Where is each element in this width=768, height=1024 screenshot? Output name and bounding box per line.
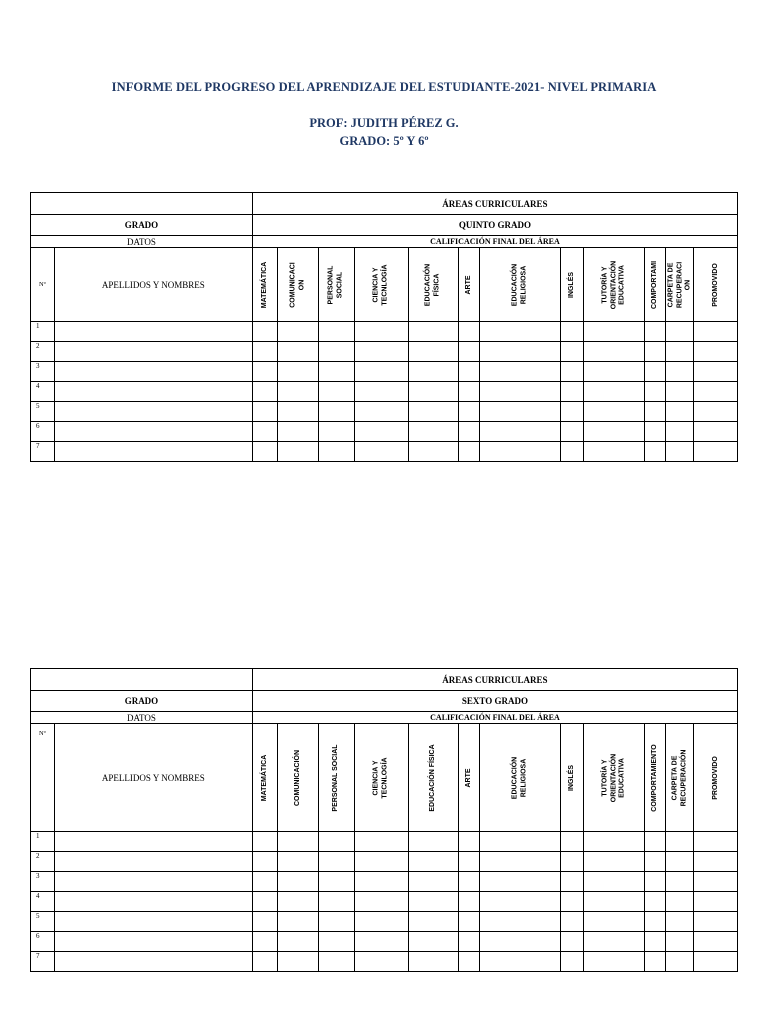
grade-cell[interactable] <box>666 852 694 872</box>
subject-header-label: CIENCIA Y TECNLOGÍA <box>372 263 389 306</box>
table-row <box>31 322 738 342</box>
grade-cell[interactable] <box>666 402 694 422</box>
grade-cell[interactable] <box>318 912 354 932</box>
subject-header <box>644 248 666 322</box>
grade-cell[interactable] <box>354 442 408 462</box>
grade-cell[interactable] <box>644 362 666 382</box>
grade-cell[interactable] <box>584 422 645 442</box>
grade-cell[interactable] <box>458 932 480 952</box>
grade-cell[interactable] <box>584 382 645 402</box>
grade-cell[interactable] <box>458 852 480 872</box>
grade-cell[interactable] <box>694 912 738 932</box>
grade-cell[interactable] <box>666 872 694 892</box>
grade-cell[interactable] <box>694 892 738 912</box>
subject-header <box>458 724 480 832</box>
student-name-cell[interactable] <box>54 322 252 342</box>
grade-cell[interactable] <box>644 402 666 422</box>
grade-cell[interactable] <box>458 402 480 422</box>
grade-cell[interactable] <box>561 402 584 422</box>
grade-cell[interactable] <box>480 382 561 402</box>
grade-cell[interactable] <box>584 402 645 422</box>
grade-cell[interactable] <box>584 852 645 872</box>
grade-cell[interactable] <box>277 382 318 402</box>
student-name-cell[interactable] <box>54 832 252 852</box>
grade-cell[interactable] <box>318 402 354 422</box>
grade-cell[interactable] <box>694 932 738 952</box>
subject-header-label: CIENCIA Y TECNLOGÍA <box>372 756 389 799</box>
number-column-header: Nº <box>31 248 55 322</box>
grade-cell[interactable] <box>584 952 645 972</box>
subject-header-label: EDUCACIÓN FÍSICA <box>424 263 441 306</box>
grade-cell[interactable] <box>252 362 277 382</box>
subject-header <box>408 724 458 832</box>
grade-cell[interactable] <box>318 422 354 442</box>
subject-header <box>666 248 694 322</box>
grade-cell[interactable] <box>666 912 694 932</box>
subject-header <box>277 248 318 322</box>
grade-cell[interactable] <box>480 852 561 872</box>
grade-cell[interactable] <box>277 892 318 912</box>
grade-cell[interactable] <box>408 932 458 952</box>
student-name-cell[interactable] <box>54 442 252 462</box>
grade-cell[interactable] <box>277 912 318 932</box>
subject-header-label: ARTE <box>464 274 472 295</box>
row-number: 3 <box>31 362 55 382</box>
blank-corner-cell <box>31 193 253 215</box>
subject-header <box>354 248 408 322</box>
teacher-name: PROF: JUDITH PÉREZ G. <box>309 116 459 130</box>
grade-cell[interactable] <box>318 892 354 912</box>
grade-cell[interactable] <box>458 952 480 972</box>
grade-cell[interactable] <box>666 832 694 852</box>
grade-cell[interactable] <box>480 952 561 972</box>
table-row <box>31 892 738 912</box>
grade-cell[interactable] <box>252 322 277 342</box>
grade-cell[interactable] <box>354 322 408 342</box>
grade-cell[interactable] <box>408 832 458 852</box>
grade-cell[interactable] <box>408 912 458 932</box>
subject-header <box>561 724 584 832</box>
grade-cell[interactable] <box>644 852 666 872</box>
grade-cell[interactable] <box>694 442 738 462</box>
grade-cell[interactable] <box>408 892 458 912</box>
grade-cell[interactable] <box>252 852 277 872</box>
grade-cell[interactable] <box>458 382 480 402</box>
grade-cell[interactable] <box>252 952 277 972</box>
grade-cell[interactable] <box>277 952 318 972</box>
subject-header-label: EDUCACIÓN FÍSICA <box>428 743 436 812</box>
grade-cell[interactable] <box>408 852 458 872</box>
row-number: 6 <box>31 932 55 952</box>
grade-cell[interactable] <box>584 342 645 362</box>
grade-cell[interactable] <box>458 872 480 892</box>
grade-cell[interactable] <box>408 422 458 442</box>
subject-header <box>480 248 561 322</box>
grade-cell[interactable] <box>666 442 694 462</box>
grade-cell[interactable] <box>561 382 584 402</box>
grade-cell[interactable] <box>561 422 584 442</box>
grade-cell[interactable] <box>480 442 561 462</box>
table-row <box>31 422 738 442</box>
grade-cell[interactable] <box>644 872 666 892</box>
subject-header-label: ARTE <box>464 767 472 788</box>
grade-cell[interactable] <box>666 342 694 362</box>
grade-cell[interactable] <box>644 932 666 952</box>
grade-cell[interactable] <box>584 932 645 952</box>
grade-cell[interactable] <box>561 342 584 362</box>
subject-header-label: PROMOVIDO <box>711 755 719 800</box>
areas-curriculares-header: ÁREAS CURRICULARES <box>252 193 737 215</box>
grado-label: GRADO <box>31 691 253 712</box>
grado-value: SEXTO GRADO <box>252 691 737 712</box>
grade-cell[interactable] <box>694 382 738 402</box>
grade-cell[interactable] <box>252 342 277 362</box>
grade-cell[interactable] <box>694 322 738 342</box>
student-name-cell[interactable] <box>54 892 252 912</box>
subject-header <box>694 248 738 322</box>
grade-cell[interactable] <box>694 422 738 442</box>
names-column-header: APELLIDOS Y NOMBRES <box>54 724 252 832</box>
student-name-cell[interactable] <box>54 382 252 402</box>
grade-cell[interactable] <box>354 912 408 932</box>
subject-header <box>252 724 277 832</box>
subject-header-label: EDUCACIÓN RELIGIOSA <box>511 263 528 306</box>
grade-cell[interactable] <box>354 872 408 892</box>
grade-cell[interactable] <box>666 932 694 952</box>
grade-cell[interactable] <box>666 382 694 402</box>
grade-cell[interactable] <box>561 442 584 462</box>
grade-cell[interactable] <box>644 832 666 852</box>
grade-cell[interactable] <box>694 872 738 892</box>
student-name-cell[interactable] <box>54 402 252 422</box>
subject-header-label: INGLÉS <box>567 271 575 298</box>
number-column-header: Nº <box>31 724 55 832</box>
grade-cell[interactable] <box>666 422 694 442</box>
grade-table-sexto <box>30 668 738 972</box>
grade-cell[interactable] <box>561 362 584 382</box>
grade-cell[interactable] <box>354 402 408 422</box>
subject-header <box>318 724 354 832</box>
grade-cell[interactable] <box>252 422 277 442</box>
grade-cell[interactable] <box>561 832 584 852</box>
subject-header <box>694 724 738 832</box>
blank-corner-cell <box>31 669 253 691</box>
subject-header <box>584 724 645 832</box>
grade-cell[interactable] <box>277 442 318 462</box>
row-number: 1 <box>31 322 55 342</box>
grade-cell[interactable] <box>318 932 354 952</box>
grade-cell[interactable] <box>408 362 458 382</box>
grade-cell[interactable] <box>318 852 354 872</box>
grade-cell[interactable] <box>644 442 666 462</box>
subject-header-label: PERSONAL SOCIAL <box>327 265 344 304</box>
student-name-cell[interactable] <box>54 342 252 362</box>
grade-cell[interactable] <box>318 382 354 402</box>
subject-header-label: COMPORTAMI <box>650 260 658 309</box>
grade-cell[interactable] <box>277 872 318 892</box>
subject-header-label: CARPETA DE RECUPERACI ON <box>667 261 692 308</box>
row-number: 4 <box>31 382 55 402</box>
grade-table-quinto <box>30 192 738 462</box>
table-row <box>31 932 738 952</box>
student-name-cell[interactable] <box>54 852 252 872</box>
grade-cell[interactable] <box>277 362 318 382</box>
table-row <box>31 852 738 872</box>
grade-cell[interactable] <box>644 892 666 912</box>
student-name-cell[interactable] <box>54 952 252 972</box>
row-number: 1 <box>31 832 55 852</box>
grade-cell[interactable] <box>480 422 561 442</box>
areas-curriculares-header: ÁREAS CURRICULARES <box>252 669 737 691</box>
subject-header-label: TUTORÍA Y ORIENTACIÓN EDUCATIVA <box>601 753 626 802</box>
grade-cell[interactable] <box>277 932 318 952</box>
calificacion-final-header: CALIFICACIÓN FINAL DEL ÁREA <box>252 236 737 248</box>
subject-header-label: CARPETA DE RECUPERACIÓN <box>671 749 687 806</box>
grade-cell[interactable] <box>480 322 561 342</box>
grade-cell[interactable] <box>277 342 318 362</box>
grade-cell[interactable] <box>480 932 561 952</box>
grade-cell[interactable] <box>480 912 561 932</box>
row-number: 2 <box>31 342 55 362</box>
grade-cell[interactable] <box>480 342 561 362</box>
subject-header-label: MATEMÁTICA <box>260 754 268 801</box>
subject-header <box>318 248 354 322</box>
grade-cell[interactable] <box>354 362 408 382</box>
grade-cell[interactable] <box>354 382 408 402</box>
grade-cell[interactable] <box>480 872 561 892</box>
row-number: 4 <box>31 892 55 912</box>
grade-cell[interactable] <box>252 912 277 932</box>
grade-cell[interactable] <box>354 342 408 362</box>
grade-cell[interactable] <box>408 382 458 402</box>
subject-header <box>458 248 480 322</box>
grade-cell[interactable] <box>318 322 354 342</box>
row-number: 6 <box>31 422 55 442</box>
subject-header <box>277 724 318 832</box>
table-row <box>31 832 738 852</box>
grade-cell[interactable] <box>252 932 277 952</box>
student-name-cell[interactable] <box>54 872 252 892</box>
names-column-header: APELLIDOS Y NOMBRES <box>54 248 252 322</box>
subject-header <box>252 248 277 322</box>
datos-label: DATOS <box>31 712 253 724</box>
grade-cell[interactable] <box>318 872 354 892</box>
grade-cell[interactable] <box>354 852 408 872</box>
grade-cell[interactable] <box>644 912 666 932</box>
row-number: 3 <box>31 872 55 892</box>
grade-cell[interactable] <box>408 872 458 892</box>
grade-cell[interactable] <box>561 932 584 952</box>
grade-cell[interactable] <box>644 342 666 362</box>
grade-cell[interactable] <box>458 342 480 362</box>
grade-line: GRADO: 5º Y 6º <box>339 134 429 148</box>
grade-cell[interactable] <box>458 362 480 382</box>
grade-cell[interactable] <box>666 892 694 912</box>
grade-cell[interactable] <box>408 342 458 362</box>
grade-cell[interactable] <box>694 342 738 362</box>
subject-header-label: COMUNICACIÓN <box>293 749 301 806</box>
table-row <box>31 382 738 402</box>
grade-cell[interactable] <box>277 852 318 872</box>
grade-cell[interactable] <box>644 952 666 972</box>
grade-cell[interactable] <box>277 402 318 422</box>
grade-cell[interactable] <box>694 852 738 872</box>
subject-header-label: PROMOVIDO <box>711 262 719 307</box>
grade-cell[interactable] <box>458 422 480 442</box>
grade-cell[interactable] <box>277 422 318 442</box>
student-name-cell[interactable] <box>54 422 252 442</box>
grade-cell[interactable] <box>277 832 318 852</box>
row-number: 5 <box>31 402 55 422</box>
grade-cell[interactable] <box>354 892 408 912</box>
grade-cell[interactable] <box>584 872 645 892</box>
grade-cell[interactable] <box>252 872 277 892</box>
grade-cell[interactable] <box>408 952 458 972</box>
grade-cell[interactable] <box>318 362 354 382</box>
datos-label: DATOS <box>31 236 253 248</box>
grade-cell[interactable] <box>252 382 277 402</box>
grade-cell[interactable] <box>480 892 561 912</box>
grade-cell[interactable] <box>252 832 277 852</box>
grade-cell[interactable] <box>408 322 458 342</box>
grade-cell[interactable] <box>561 912 584 932</box>
grade-cell[interactable] <box>458 892 480 912</box>
grade-cell[interactable] <box>354 832 408 852</box>
table-row <box>31 912 738 932</box>
subject-header-label: INGLÉS <box>567 764 575 791</box>
subject-header-label: PERSONAL SOCIAL <box>332 743 340 812</box>
grade-cell[interactable] <box>644 382 666 402</box>
report-title: INFORME DEL PROGRESO DEL APRENDIZAJE DEL ESTUDIANTE-2021- NIVEL PRIMARIA <box>111 80 657 94</box>
grado-label: GRADO <box>31 215 253 236</box>
grade-cell[interactable] <box>252 442 277 462</box>
grade-cell[interactable] <box>694 402 738 422</box>
grade-cell[interactable] <box>252 892 277 912</box>
grade-cell[interactable] <box>584 322 645 342</box>
subject-header <box>354 724 408 832</box>
student-name-cell[interactable] <box>54 912 252 932</box>
grade-cell[interactable] <box>584 892 645 912</box>
subject-header <box>480 724 561 832</box>
table-row <box>31 402 738 422</box>
grade-cell[interactable] <box>561 872 584 892</box>
grade-cell[interactable] <box>458 322 480 342</box>
subject-header <box>666 724 694 832</box>
subject-header <box>408 248 458 322</box>
grade-cell[interactable] <box>584 912 645 932</box>
subject-header <box>644 724 666 832</box>
row-number: 5 <box>31 912 55 932</box>
grade-cell[interactable] <box>458 832 480 852</box>
student-name-cell[interactable] <box>54 932 252 952</box>
grade-cell[interactable] <box>354 422 408 442</box>
table-row <box>31 362 738 382</box>
grade-cell[interactable] <box>318 342 354 362</box>
grade-cell[interactable] <box>584 362 645 382</box>
subject-header-label: COMUNICACI ON <box>289 261 305 308</box>
grade-cell[interactable] <box>666 952 694 972</box>
grade-cell[interactable] <box>644 322 666 342</box>
grade-cell[interactable] <box>561 852 584 872</box>
column-header-row <box>31 248 738 322</box>
grade-cell[interactable] <box>408 402 458 422</box>
grade-cell[interactable] <box>694 362 738 382</box>
subject-header <box>561 248 584 322</box>
subject-header-label: MATEMÁTICA <box>260 261 268 308</box>
grade-cell[interactable] <box>408 442 458 462</box>
grade-cell[interactable] <box>561 952 584 972</box>
grade-cell[interactable] <box>252 402 277 422</box>
grade-cell[interactable] <box>584 442 645 462</box>
grade-cell[interactable] <box>584 832 645 852</box>
grade-cell[interactable] <box>318 832 354 852</box>
grado-value: QUINTO GRADO <box>252 215 737 236</box>
grade-cell[interactable] <box>354 952 408 972</box>
table-row <box>31 442 738 462</box>
grade-cell[interactable] <box>318 442 354 462</box>
row-number: 7 <box>31 952 55 972</box>
grade-cell[interactable] <box>666 362 694 382</box>
subject-header-label: EDUCACIÓN RELIGIOSA <box>511 756 528 799</box>
grade-cell[interactable] <box>480 402 561 422</box>
grade-cell[interactable] <box>561 322 584 342</box>
table-row <box>31 342 738 362</box>
grade-cell[interactable] <box>277 322 318 342</box>
grade-cell[interactable] <box>694 832 738 852</box>
grade-cell[interactable] <box>694 952 738 972</box>
grade-cell[interactable] <box>458 442 480 462</box>
table-row <box>31 872 738 892</box>
subject-header <box>584 248 645 322</box>
column-header-row <box>31 724 738 832</box>
grade-cell[interactable] <box>354 932 408 952</box>
grade-cell[interactable] <box>644 422 666 442</box>
grade-cell[interactable] <box>480 362 561 382</box>
grade-cell[interactable] <box>318 952 354 972</box>
grade-cell[interactable] <box>666 322 694 342</box>
grade-cell[interactable] <box>561 892 584 912</box>
subject-header-label: COMPORTAMIENTO <box>650 743 658 812</box>
row-number: 2 <box>31 852 55 872</box>
row-number: 7 <box>31 442 55 462</box>
calificacion-final-header: CALIFICACIÓN FINAL DEL ÁREA <box>252 712 737 724</box>
student-name-cell[interactable] <box>54 362 252 382</box>
subject-header-label: TUTORÍA Y ORIENTACIÓN EDUCATIVA <box>601 260 626 309</box>
grade-cell[interactable] <box>458 912 480 932</box>
grade-cell[interactable] <box>480 832 561 852</box>
table-row <box>31 952 738 972</box>
